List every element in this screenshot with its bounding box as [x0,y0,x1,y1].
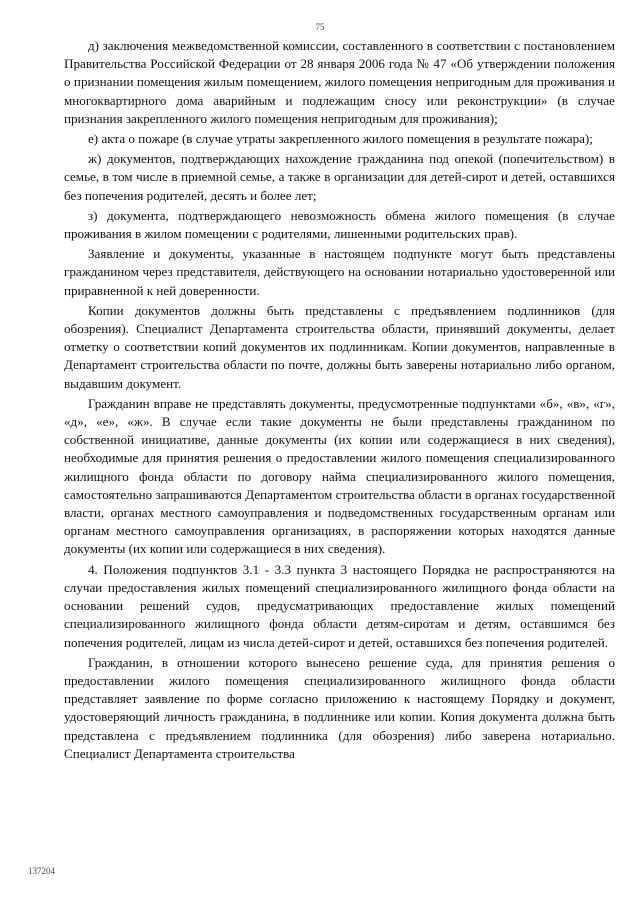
document-body [64,37,615,765]
paragraph-zh: ж) документов, подтверждающих нахождение гражданина под опекой (попечительством) в семье, в том числе в приемной семье, а также в организации для детей-сирот и детей, оставшихся без попечения родителей, десять и более лет; [64,151,615,203]
paragraph-copies: Копии документов должны быть представлены с предъявлением подлинников (для обозрения). Специалист Департамента строительства области, принявший документы, делает отметку о соответствии копий документов их подлинникам. Копии документов, направленные в Департамент строительства области по почте, должны быть заверены нотариально либо органом, выдавшим документ. [64,302,615,391]
paragraph-point-4: 4. Положения подпунктов 3.1 - 3.3 пункта 3 настоящего Порядка не распространяются на случаи предоставления жилых помещений специализированного жилищного фонда области на основании решений судов, предусматривающих предоставление жилых помещений специализированного жилищного фонда области детям-сиротам и детям, оставшимся без попечения родителей, лицам из числа детей-сирот и детей, оставшихся без попечения родителей. [64,561,615,650]
paragraph-d: д) заключения межведомственной комиссии, составленного в соответствии с постановлением Правительства Российской Федерации от 28 января 2006 года № 47 «Об утверждении положения о признании помещения жилым помещением, жилого помещения непригодным для проживания и многоквартирного дома аварийным и подлежащим сносу или реконструкции» (в случае признания закрепленного жилого помещения непригодным для проживания); [64,38,615,126]
paragraph-z: з) документа, подтверждающего невозможность обмена жилого помещения (в случае проживания в жилом помещении с родителями, лишенными родительских прав). [64,207,615,242]
paragraph-court-decision: Гражданин, в отношении которого вынесено решение суда, для принятия решения о предоставлении жилого помещения специализированного жилищного фонда области представляет заявление по форме согласно приложению к настоящему Порядку и документ, удостоверяющий личность гражданина, в подлиннике или копии. Копия документа должна быть представлена с предъявлением подлинника (для обозрения) либо заверена нотариально. Специалист Департамента строительства [64,654,615,761]
paragraph-representative: Заявление и документы, указанные в настоящем подпункте могут быть представлены гражданином через представителя, действующего на основании нотариально удостоверенной или приравненной к ней доверенности. [64,246,615,298]
footer-document-code: 137204 [28,866,55,876]
page-number: 75 [315,22,325,32]
paragraph-optional-documents: Гражданин вправе не представлять документы, предусмотренные подпунктами «б», «в», «г», «д», «е», «ж». В случае если такие документы не были представлены гражданином по собственной инициативе, данные документы (их копии или содержащиеся в них сведения), необходимые для принятия решения о предоставлении жилого помещения специализированного жилищного фонда области по договору найма специализированного жилого помещения, самостоятельно запрашиваются Департаментом строительства области в органах государственной власти, органах местного самоуправления и подведомственных государственным органам или органам местного самоуправления организациях, в распоряжении которых находятся данные документы (их копии или содержащиеся в них сведения). [64,395,615,557]
paragraph-e: е) акта о пожаре (в случае утраты закрепленного жилого помещения в результате пожара); [88,131,593,147]
